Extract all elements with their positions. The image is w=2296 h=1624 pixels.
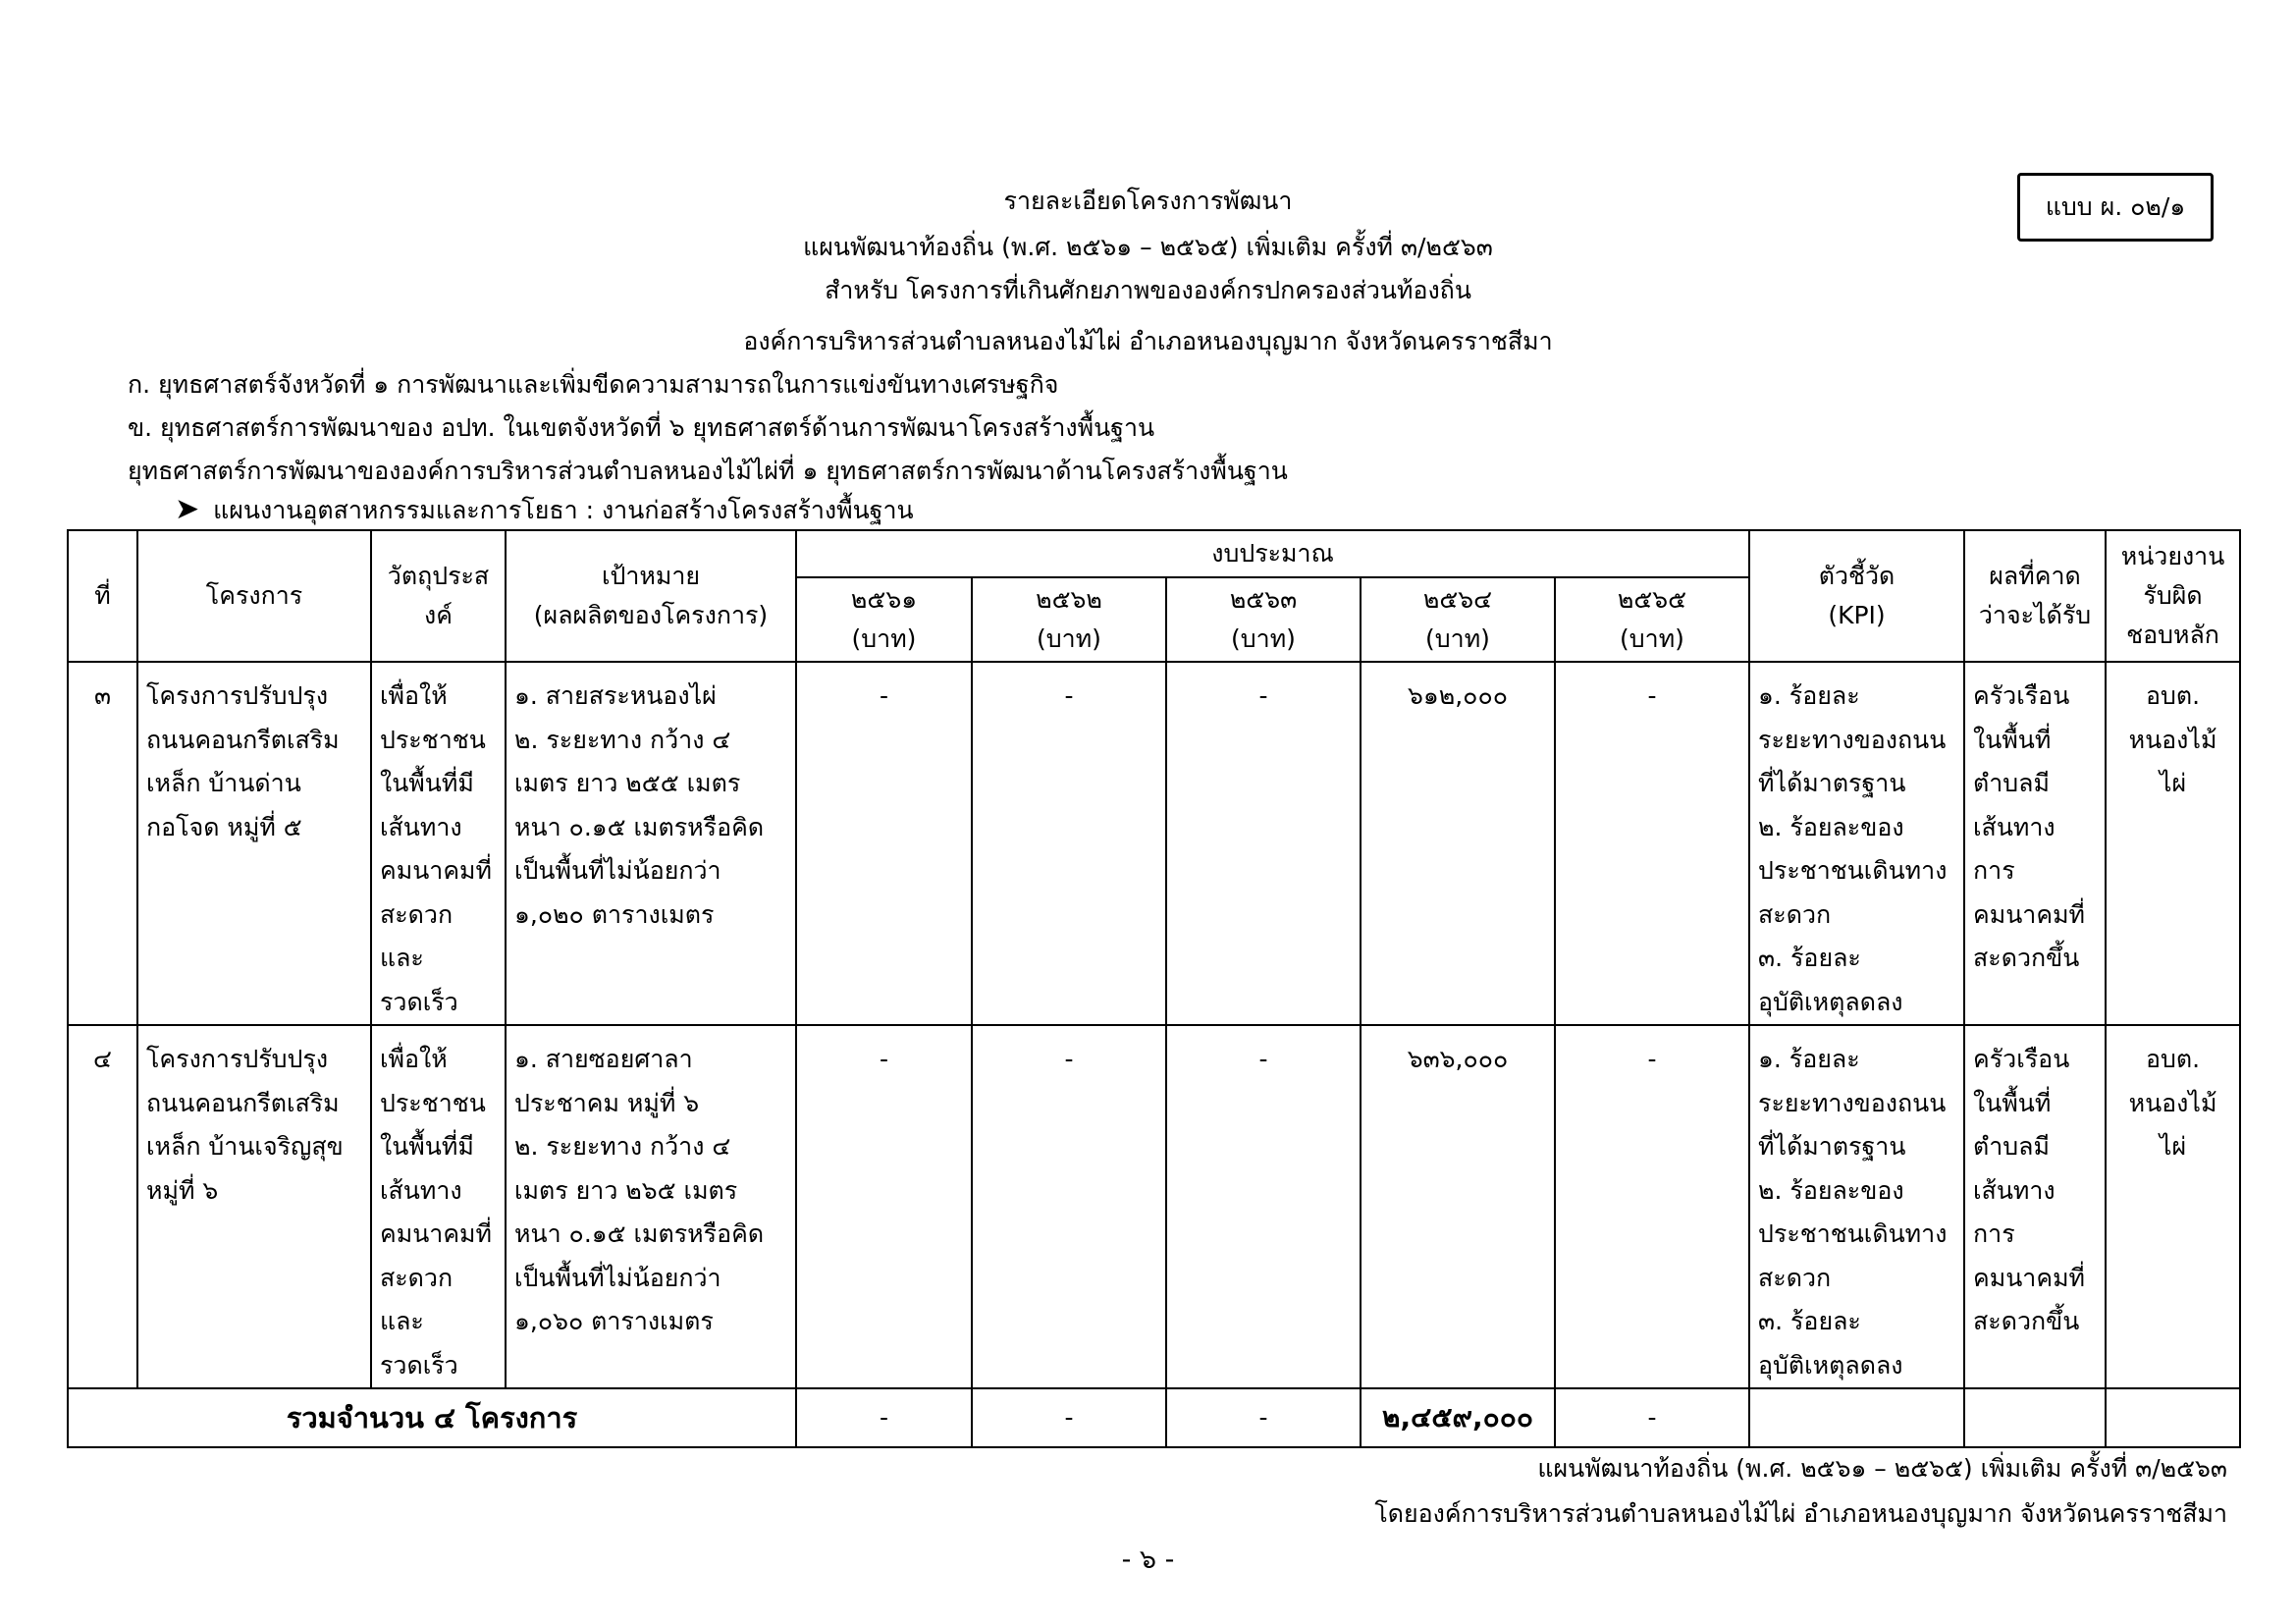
plan-line: [175, 491, 914, 530]
organization-name: องค์การบริหารส่วนตำบลหนองไม้ไผ่ อำเภอหนองบุญมาก จังหวัดนครราชสีมา: [743, 327, 1553, 355]
row-budget-2561: -: [796, 1025, 972, 1388]
plan-line-text: แผนงานอุตสาหกรรมและการโยธา : งานก่อสร้างโครงสร้างพื้นฐาน: [213, 496, 914, 524]
plan-title: แผนพัฒนาท้องถิ่น (พ.ศ. ๒๕๖๑ – ๒๕๖๕) เพิ่มเติม ครั้งที่ ๓/๒๕๖๓: [803, 233, 1493, 261]
project-scope: สำหรับ โครงการที่เกินศักยภาพขององค์กรปกครองส่วนท้องถิ่น: [825, 276, 1471, 304]
row-target: ๑. สายซอยศาลา ประชาคม หมู่ที่ ๖ ๒. ระยะทาง กว้าง ๔ เมตร ยาว ๒๖๕ เมตร หนา ๐.๑๕ เมตรหรือคิด เป็นพื้นที่ไม่น้อยกว่า ๑,๐๖๐ ตารางเมตร: [506, 1025, 796, 1388]
total-agency-empty: [2106, 1388, 2240, 1447]
row-project: โครงการปรับปรุง ถนนคอนกรีตเสริม เหล็ก บ้านด่าน กอโจด หมู่ที่ ๕: [137, 662, 371, 1025]
row-budget-2563: -: [1166, 662, 1361, 1025]
row-project: โครงการปรับปรุง ถนนคอนกรีตเสริม เหล็ก บ้านเจริญสุข หมู่ที่ ๖: [137, 1025, 371, 1388]
table-row: [68, 1025, 2240, 1388]
row-budget-2565: -: [1555, 1025, 1749, 1388]
row-target: ๑. สายสระหนองไผ่ ๒. ระยะทาง กว้าง ๔ เมตร ยาว ๒๕๕ เมตร หนา ๐.๑๕ เมตรหรือคิด เป็นพื้นที่ไม่น้อยกว่า ๑,๐๒๐ ตารางเมตร: [506, 662, 796, 1025]
total-result-empty: [1964, 1388, 2106, 1447]
row-budget-2564: ๖๑๒,๐๐๐: [1361, 662, 1555, 1025]
project-table: [67, 529, 2241, 1448]
row-kpi: ๑. ร้อยละ ระยะทางของถนน ที่ได้มาตรฐาน ๒. ร้อยละของ ประชาชนเดินทาง สะดวก ๓. ร้อยละ อุบัติเหตุลดลง: [1749, 662, 1964, 1025]
row-no: ๓: [68, 662, 137, 1025]
header-row-1: [68, 530, 2240, 577]
header-kpi: ตัวชี้วัด (KPI): [1749, 530, 1964, 662]
row-budget-2562: -: [972, 662, 1166, 1025]
total-row: [68, 1388, 2240, 1447]
header-year-2562: ๒๕๖๒ (บาท): [972, 577, 1166, 662]
total-budget-2564: ๒,๔๕๙,๐๐๐: [1361, 1388, 1555, 1447]
row-objective: เพื่อให้ ประชาชน ในพื้นที่มี เส้นทาง คมนาคมที่ สะดวก และ รวดเร็ว: [371, 1025, 506, 1388]
row-expected-result: ครัวเรือน ในพื้นที่ ตำบลมี เส้นทาง การ คมนาคมที่ สะดวกขึ้น: [1964, 1025, 2106, 1388]
document-title: รายละเอียดโครงการพัฒนา: [1003, 187, 1293, 215]
row-budget-2563: -: [1166, 1025, 1361, 1388]
header-target: เป้าหมาย (ผลผลิตของโครงการ): [506, 530, 796, 662]
form-code: แบบ ผ. ๐๒/๑: [2045, 192, 2186, 221]
row-agency: อบต. หนองไม้ ไผ่: [2106, 1025, 2240, 1388]
total-kpi-empty: [1749, 1388, 1964, 1447]
page-number: - ๖ -: [1121, 1544, 1175, 1575]
total-label: รวมจำนวน ๔ โครงการ: [68, 1388, 796, 1447]
row-agency: อบต. หนองไม้ ไผ่: [2106, 662, 2240, 1025]
strategy-local-gov: ข. ยุทธศาสตร์การพัฒนาของ อปท. ในเขตจังหวัดที่ ๖ ยุทธศาสตร์ด้านการพัฒนาโครงสร้างพื้นฐาน: [128, 413, 1155, 442]
row-expected-result: ครัวเรือน ในพื้นที่ ตำบลมี เส้นทาง การ คมนาคมที่ สะดวกขึ้น: [1964, 662, 2106, 1025]
header-project: โครงการ: [137, 530, 371, 662]
header-year-2564: ๒๕๖๔ (บาท): [1361, 577, 1555, 662]
row-no: ๔: [68, 1025, 137, 1388]
row-kpi: ๑. ร้อยละ ระยะทางของถนน ที่ได้มาตรฐาน ๒. ร้อยละของ ประชาชนเดินทาง สะดวก ๓. ร้อยละ อุบัติเหตุลดลง: [1749, 1025, 1964, 1388]
total-budget-2565: -: [1555, 1388, 1749, 1447]
row-budget-2564: ๖๓๖,๐๐๐: [1361, 1025, 1555, 1388]
footer-org: โดยองค์การบริหารส่วนตำบลหนองไม้ไผ่ อำเภอหนองบุญมาก จังหวัดนครราชสีมา: [1374, 1499, 2227, 1528]
form-code-box: [2017, 173, 2214, 242]
header-no: ที่: [68, 530, 137, 662]
header-year-2565: ๒๕๖๕ (บาท): [1555, 577, 1749, 662]
strategy-province: ก. ยุทธศาสตร์จังหวัดที่ ๑ การพัฒนาและเพิ่มขีดความสามารถในการแข่งขันทางเศรษฐกิจ: [128, 370, 1059, 399]
header-year-2563: ๒๕๖๓ (บาท): [1166, 577, 1361, 662]
total-budget-2563: -: [1166, 1388, 1361, 1447]
arrowhead-bullet-icon: ➤: [175, 492, 200, 526]
header-objective: วัตถุประส งค์: [371, 530, 506, 662]
table-row: [68, 662, 2240, 1025]
row-budget-2562: -: [972, 1025, 1166, 1388]
row-budget-2565: -: [1555, 662, 1749, 1025]
header-budget: งบประมาณ: [796, 530, 1749, 577]
total-budget-2562: -: [972, 1388, 1166, 1447]
row-objective: เพื่อให้ ประชาชน ในพื้นที่มี เส้นทาง คมนาคมที่ สะดวก และ รวดเร็ว: [371, 662, 506, 1025]
header-year-2561: ๒๕๖๑ (บาท): [796, 577, 972, 662]
row-budget-2561: -: [796, 662, 972, 1025]
header-agency: หน่วยงาน รับผิด ชอบหลัก: [2106, 530, 2240, 662]
footer-plan: แผนพัฒนาท้องถิ่น (พ.ศ. ๒๕๖๑ – ๒๕๖๕) เพิ่มเติม ครั้งที่ ๓/๒๕๖๓: [1537, 1454, 2227, 1483]
header-expected-result: ผลที่คาด ว่าจะได้รับ: [1964, 530, 2106, 662]
strategy-sao: ยุทธศาสตร์การพัฒนาขององค์การบริหารส่วนตำบลหนองไม้ไผ่ที่ ๑ ยุทธศาสตร์การพัฒนาด้านโครงสร้างพื้นฐาน: [128, 457, 1288, 485]
total-budget-2561: -: [796, 1388, 972, 1447]
